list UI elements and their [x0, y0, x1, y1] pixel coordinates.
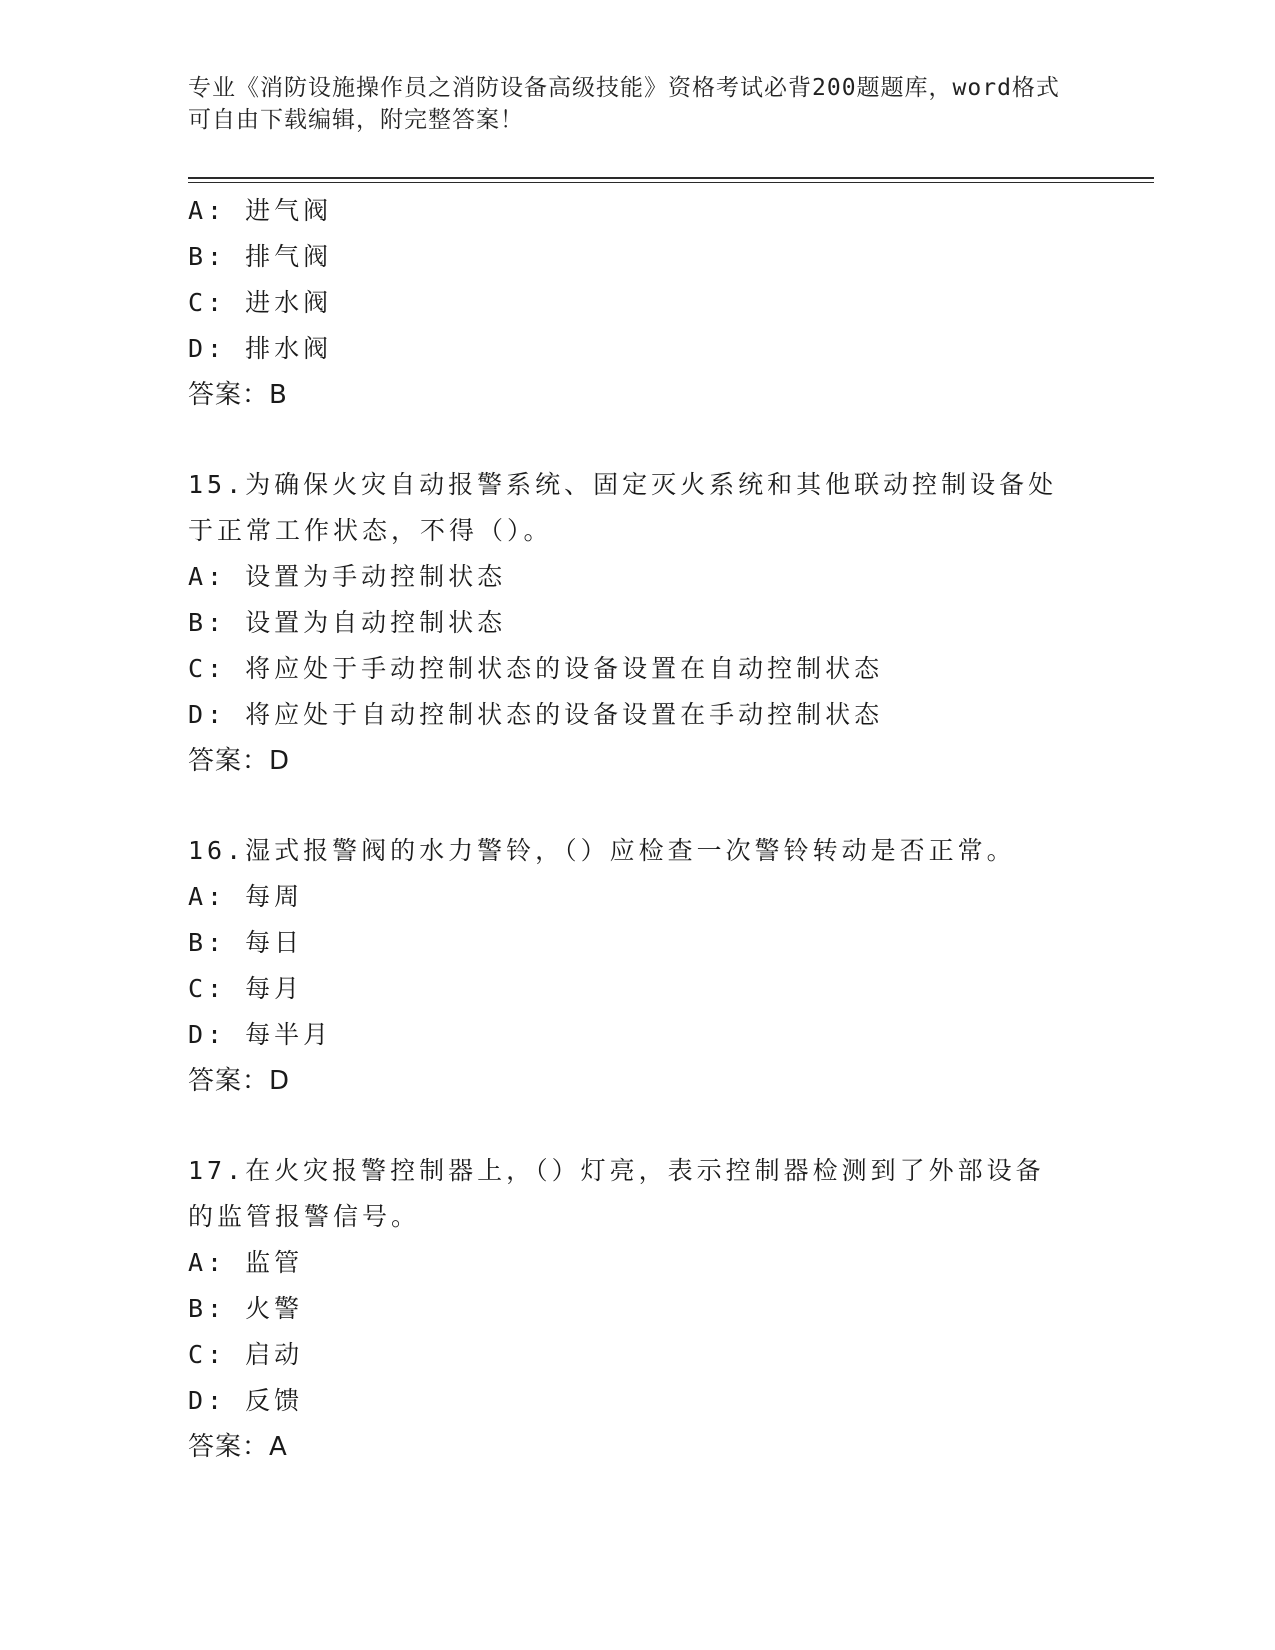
option-c: C: 每月 [188, 974, 304, 1003]
option-c: C: 进水阀 [188, 288, 333, 317]
option-a: A: 设置为手动控制状态 [188, 562, 507, 591]
spacer [188, 1104, 1088, 1148]
question-text: 17.在火灾报警控制器上，（）灯亮，表示控制器检测到了外部设备的监管报警信号。 [188, 1156, 1045, 1231]
question-block-16 [188, 828, 1088, 1104]
option-a: A: 每周 [188, 882, 304, 911]
answer-line: 答案：B [188, 380, 288, 410]
option-b: B: 设置为自动控制状态 [188, 608, 507, 637]
option-b: B: 排气阀 [188, 242, 333, 271]
spacer [188, 784, 1088, 828]
answer-line: 答案：A [188, 1432, 288, 1462]
document-header: 专业《消防设施操作员之消防设备高级技能》资格考试必背200题题库，word格式可自由下载编辑，附完整答案！ [188, 75, 1060, 133]
spacer [188, 418, 1088, 462]
question-text: 16.湿式报警阀的水力警铃，（）应检查一次警铃转动是否正常。 [188, 836, 1016, 865]
header-divider-thin [188, 182, 1154, 183]
question-block-17 [188, 1148, 1088, 1470]
question-list [188, 188, 1088, 1470]
option-b: B: 火警 [188, 1294, 304, 1323]
option-d: D: 排水阀 [188, 334, 333, 363]
answer-line: 答案：D [188, 746, 291, 776]
option-a: A: 监管 [188, 1248, 304, 1277]
option-d: D: 反馈 [188, 1386, 304, 1415]
option-d: D: 将应处于自动控制状态的设备设置在手动控制状态 [188, 700, 884, 729]
option-d: D: 每半月 [188, 1020, 333, 1049]
option-b: B: 每日 [188, 928, 304, 957]
option-c: C: 将应处于手动控制状态的设备设置在自动控制状态 [188, 654, 884, 683]
question-text: 15.为确保火灾自动报警系统、固定灭火系统和其他联动控制设备处于正常工作状态，不得（）。 [188, 470, 1058, 545]
answer-line: 答案：D [188, 1066, 291, 1096]
option-a: A: 进气阀 [188, 196, 333, 225]
header-divider-thick [188, 177, 1154, 179]
option-c: C: 启动 [188, 1340, 304, 1369]
question-block-15 [188, 462, 1088, 784]
carryover-question-block [188, 188, 1088, 418]
